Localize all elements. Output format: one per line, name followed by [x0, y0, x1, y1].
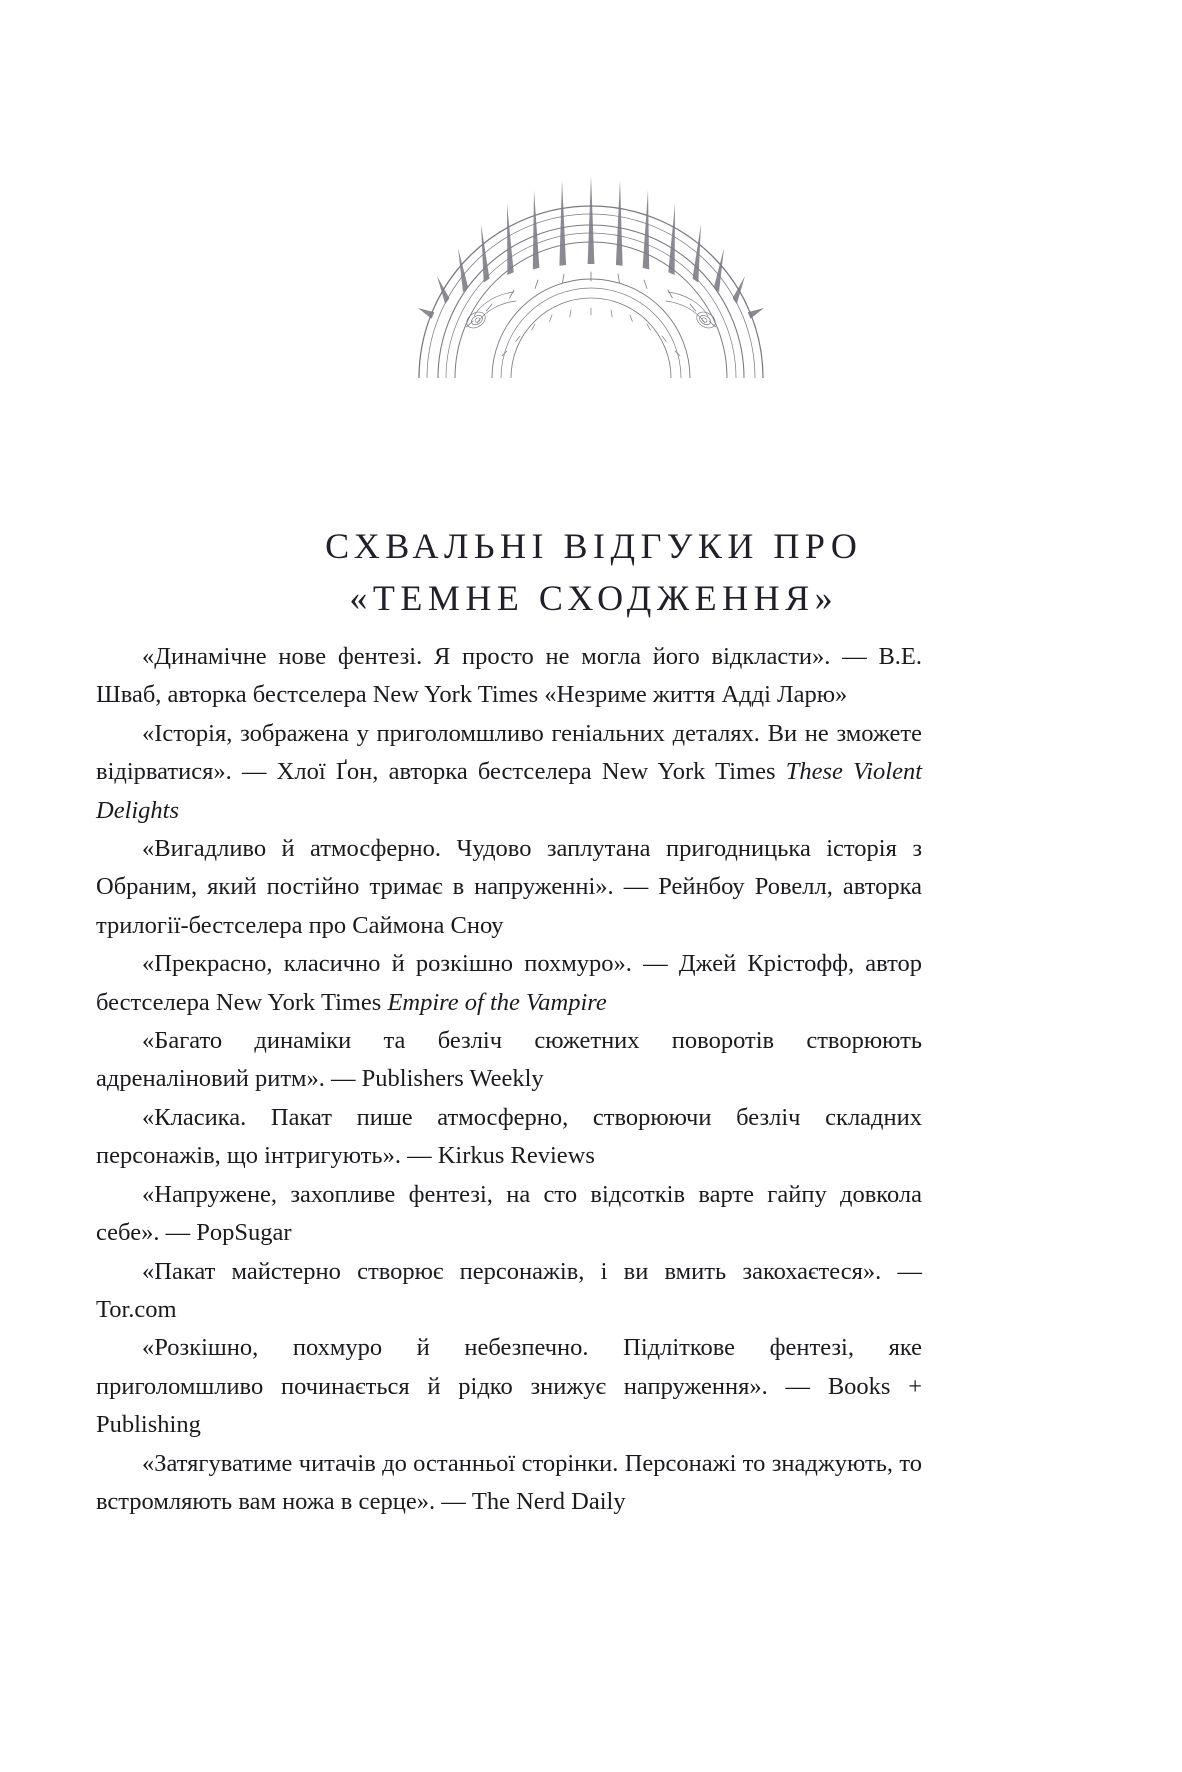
ornament-swirl-right — [666, 292, 718, 331]
blurb-attribution: Kirkus Reviews — [437, 1142, 595, 1170]
praise-blurb-list — [96, 638, 922, 1521]
ornament-spikes — [418, 176, 764, 319]
blurb-quote: «Історія, зображена у приголомшливо геніальних деталях. Ви не зможете відірватися». — [96, 719, 922, 786]
blurb-quote: «Пакат майстерно створює персонажів, і ви вмить закохаєтеся». — [142, 1257, 882, 1285]
blurb-dash: — — [643, 950, 668, 978]
blurb-quote: «Розкішно, похмуро й небезпечно. Підліткове фентезі, яке приголомшливо починається й рідко знижує напруження». — [96, 1334, 922, 1400]
praise-blurb — [96, 1022, 922, 1099]
blurb-attribution: Хлої Ґон, авторка бестселера New York Times — [276, 758, 786, 786]
blurb-dash: — — [165, 1219, 191, 1247]
page-title — [0, 520, 1182, 624]
ornament-ticks-outer — [466, 272, 715, 327]
blurb-dash: — — [441, 1487, 466, 1515]
blurb-quote: «Класика. Пакат пише атмосферно, створюючи безліч складних персонажів, що інтригують». — [96, 1103, 922, 1170]
blurb-book-title: Empire of the Vampire — [387, 988, 607, 1016]
blurb-book-title: These Violent Delights — [96, 758, 923, 824]
ornament-ticks-inner — [502, 308, 680, 356]
sun-crown-ornament — [356, 168, 826, 378]
blurb-dash: — — [897, 1257, 922, 1285]
blurb-attribution: Books + Publishing — [96, 1372, 923, 1439]
blurb-dash: — — [331, 1065, 356, 1093]
blurb-attribution: Tor.com — [96, 1295, 177, 1323]
blurb-attribution: Джей Крістофф, автор бестселера New York Times — [96, 950, 923, 1016]
praise-blurb — [96, 638, 922, 715]
blurb-quote: «Прекрасно, класично й розкішно похмуро». — [142, 950, 632, 978]
ornament-container — [0, 168, 1182, 378]
praise-blurb — [96, 830, 922, 945]
blurb-dash: — — [842, 643, 867, 670]
praise-blurb — [96, 1445, 922, 1522]
praise-blurb — [96, 715, 922, 830]
blurb-quote: «Динамічне нове фентезі. Я просто не могла його відкласти». — [142, 643, 831, 670]
blurb-attribution: PopSugar — [196, 1219, 292, 1247]
blurb-attribution: Publishers Weekly — [361, 1065, 544, 1093]
blurb-quote: «Затягуватиме читачів до останньої сторінки. Персонажі то знаджують, то встромляють вам ножа в серце». — [96, 1449, 922, 1515]
praise-blurb — [96, 1176, 922, 1253]
blurb-quote: «Вигадливо й атмосферно. Чудово заплутана пригодницька історія з Обраним, який постійно тримає в напруженні». — [96, 835, 922, 901]
blurb-dash: — — [785, 1372, 811, 1400]
blurb-quote: «Напружене, захопливе фентезі, на сто відсотків варте гайпу довкола себе». — [96, 1180, 922, 1247]
praise-blurb — [96, 1329, 922, 1444]
blurb-attribution: The Nerd Daily — [471, 1487, 626, 1515]
blurb-quote: «Багато динаміки та безліч сюжетних поворотів створюють адреналіновий ритм». — [96, 1027, 922, 1093]
praise-blurb — [96, 945, 922, 1022]
blurb-dash: — — [241, 758, 267, 786]
blurb-attribution: В.Е. Шваб, авторка бестселера New York Times «Незриме життя Адді Ларю» — [96, 643, 923, 709]
praise-blurb — [96, 1099, 922, 1176]
praise-blurb — [96, 1253, 922, 1330]
page-title-line-1: СХВАЛЬНІ ВІДГУКИ ПРО — [325, 526, 863, 566]
blurb-dash: — — [623, 873, 649, 901]
page-title-line-2: «ТЕМНЕ СХОДЖЕННЯ» — [349, 578, 839, 618]
blurb-dash: — — [407, 1142, 432, 1170]
blurb-attribution: Рейнбоу Ровелл, авторка трилогії-бестселера про Саймона Сноу — [96, 873, 923, 939]
ornament-swirl-left — [464, 292, 516, 331]
